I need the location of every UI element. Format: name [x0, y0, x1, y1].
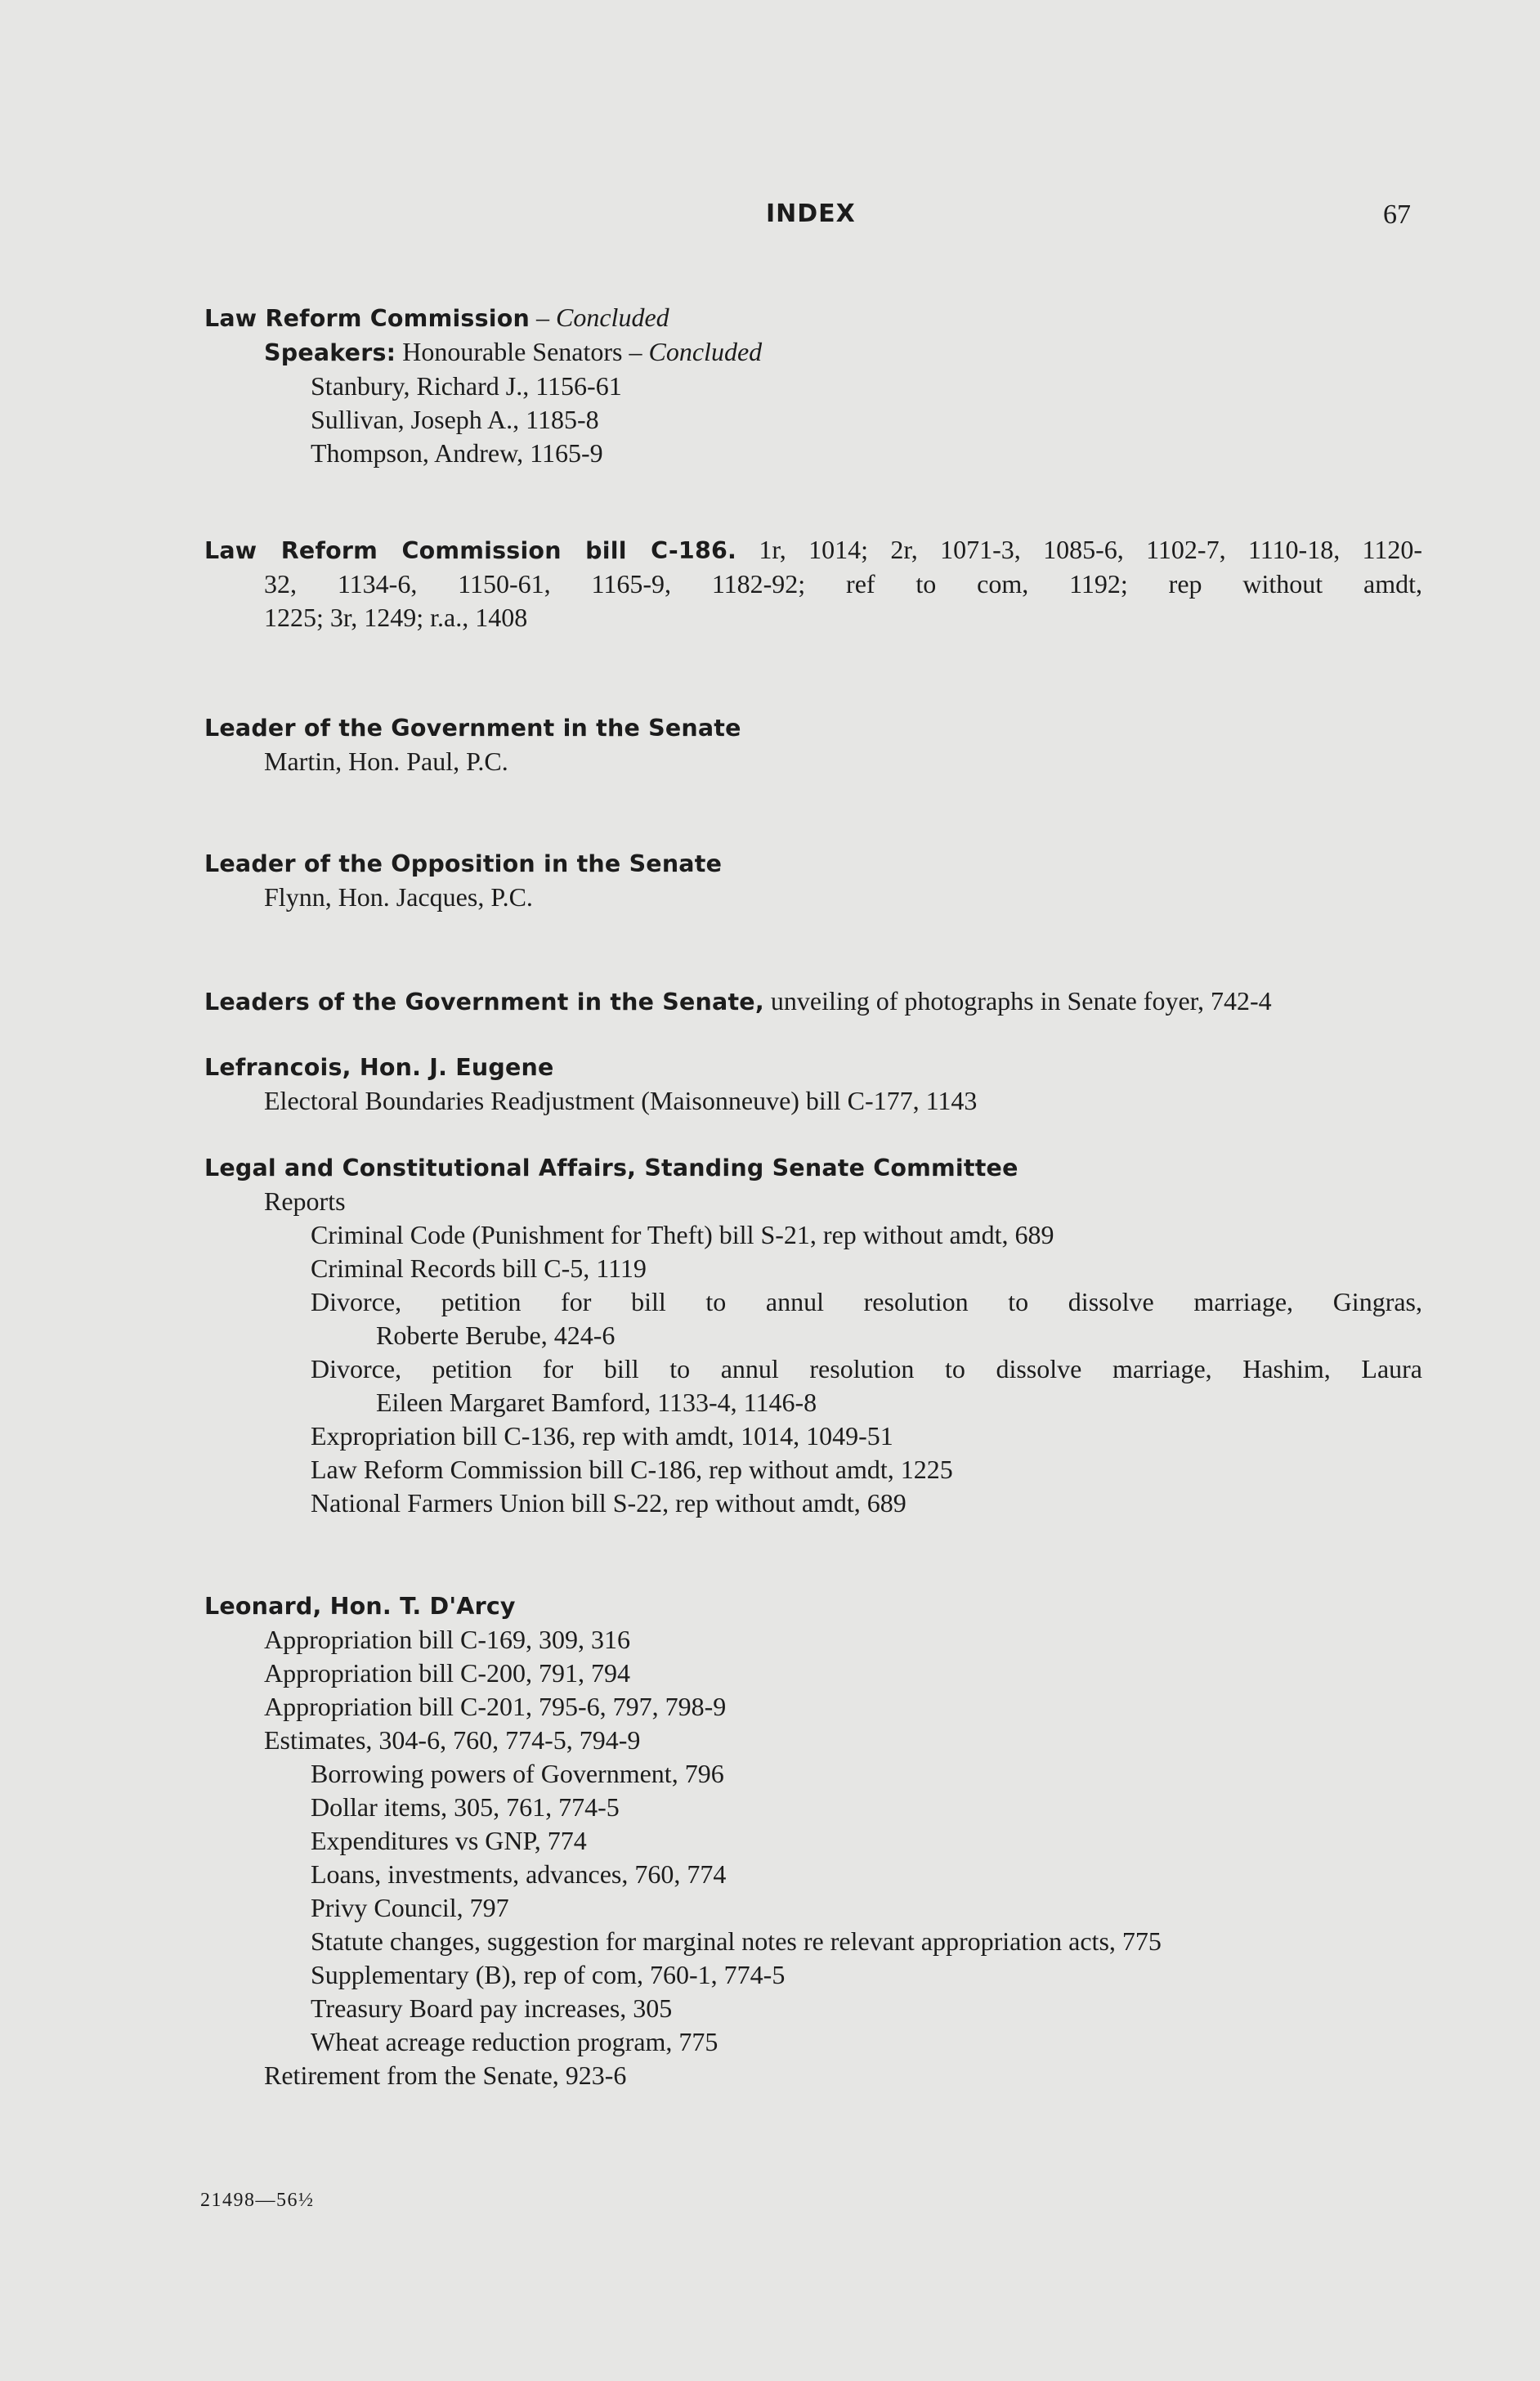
entry-law-reform-commission	[204, 301, 1422, 470]
report-item-continued: Eileen Margaret Bamford, 1133-4, 1146-8	[376, 1388, 817, 1417]
estimates-subitem: Treasury Board pay increases, 305	[311, 1993, 673, 2023]
entry-item: Electoral Boundaries Readjustment (Maisonneuve) bill C-177, 1143	[264, 1086, 978, 1115]
report-item: National Farmers Union bill S-22, rep without amdt, 689	[311, 1488, 907, 1518]
entry-item: Martin, Hon. Paul, P.C.	[264, 747, 508, 776]
report-item: Expropriation bill C-136, rep with amdt, 1014, 1049-51	[311, 1421, 893, 1451]
entry-heading: Law Reform Commission	[204, 305, 530, 332]
entry-item: Flynn, Hon. Jacques, P.C.	[264, 882, 533, 912]
entry-heading: Lefrancois, Hon. J. Eugene	[204, 1054, 554, 1081]
report-item: Divorce, petition for bill to annul resolution to dissolve marriage, Hashim, Laura	[311, 1354, 1422, 1383]
speaker-item: Sullivan, Joseph A., 1185-8	[311, 405, 599, 434]
speaker-item: Stanbury, Richard J., 1156-61	[311, 371, 622, 401]
entry-text: 32, 1134-6, 1150-61, 1165-9, 1182-92; ref to com, 1192; rep without amdt,	[264, 569, 1422, 599]
speakers-text: Honourable Senators –	[402, 337, 642, 366]
entry-heading: Leonard, Hon. T. D'Arcy	[204, 1593, 516, 1620]
estimates-subitem: Expenditures vs GNP, 774	[311, 1826, 587, 1855]
entry-item: Estimates, 304-6, 760, 774-5, 794-9	[264, 1725, 641, 1755]
report-item-continued: Roberte Berube, 424-6	[376, 1321, 616, 1350]
speaker-item: Thompson, Andrew, 1165-9	[311, 438, 603, 468]
estimates-subitem: Wheat acreage reduction program, 775	[311, 2027, 719, 2056]
entry-leader-opposition	[204, 847, 1422, 914]
estimates-subitem: Borrowing powers of Government, 796	[311, 1759, 724, 1788]
entry-heading: Leader of the Government in the Senate	[204, 715, 741, 742]
entry-law-reform-bill	[204, 533, 1422, 634]
reports-label: Reports	[264, 1186, 346, 1216]
entry-leader-government	[204, 711, 1422, 778]
entry-text: unveiling of photographs in Senate foyer, 742-4	[770, 986, 1272, 1016]
entry-lefrancois	[204, 1051, 1422, 1118]
entry-heading: Leaders of the Government in the Senate,	[204, 989, 764, 1016]
page-header-title: INDEX	[766, 200, 856, 228]
entry-leonard	[204, 1590, 1422, 2092]
entry-item: Appropriation bill C-169, 309, 316	[264, 1625, 630, 1654]
report-item: Law Reform Commission bill C-186, rep without amdt, 1225	[311, 1455, 953, 1484]
report-item: Criminal Code (Punishment for Theft) bill S-21, rep without amdt, 689	[311, 1220, 1054, 1249]
entry-item: Appropriation bill C-200, 791, 794	[264, 1658, 630, 1688]
page-footer-code: 21498—56½	[200, 2190, 315, 2211]
estimates-subitem: Statute changes, suggestion for marginal notes re relevant appropriation acts, 775	[311, 1926, 1162, 1956]
entry-legal-constitutional	[204, 1151, 1422, 1520]
concluded-marker: – Concluded	[536, 303, 669, 332]
estimates-subitem: Supplementary (B), rep of com, 760-1, 774-5	[311, 1960, 786, 1989]
estimates-subitem: Privy Council, 797	[311, 1893, 509, 1922]
report-item: Divorce, petition for bill to annul resolution to dissolve marriage, Gingras,	[311, 1287, 1422, 1316]
concluded-marker: Concluded	[648, 337, 763, 366]
entry-item: Retirement from the Senate, 923-6	[264, 2060, 627, 2090]
entry-leaders-government	[204, 984, 1422, 1019]
entry-text: 1225; 3r, 1249; r.a., 1408	[264, 603, 528, 632]
speakers-label: Speakers:	[264, 339, 396, 366]
entry-text: 1r, 1014; 2r, 1071-3, 1085-6, 1102-7, 1110-18, 1120-	[759, 535, 1423, 564]
entry-heading: Law Reform Commission bill C-186.	[204, 537, 737, 564]
entry-heading: Leader of the Opposition in the Senate	[204, 850, 723, 877]
estimates-subitem: Dollar items, 305, 761, 774-5	[311, 1792, 620, 1822]
page-number: 67	[1383, 200, 1411, 230]
entry-heading: Legal and Constitutional Affairs, Standing Senate Committee	[204, 1155, 1018, 1182]
entry-item: Appropriation bill C-201, 795-6, 797, 798-9	[264, 1692, 727, 1721]
report-item: Criminal Records bill C-5, 1119	[311, 1253, 647, 1283]
estimates-subitem: Loans, investments, advances, 760, 774	[311, 1859, 727, 1889]
